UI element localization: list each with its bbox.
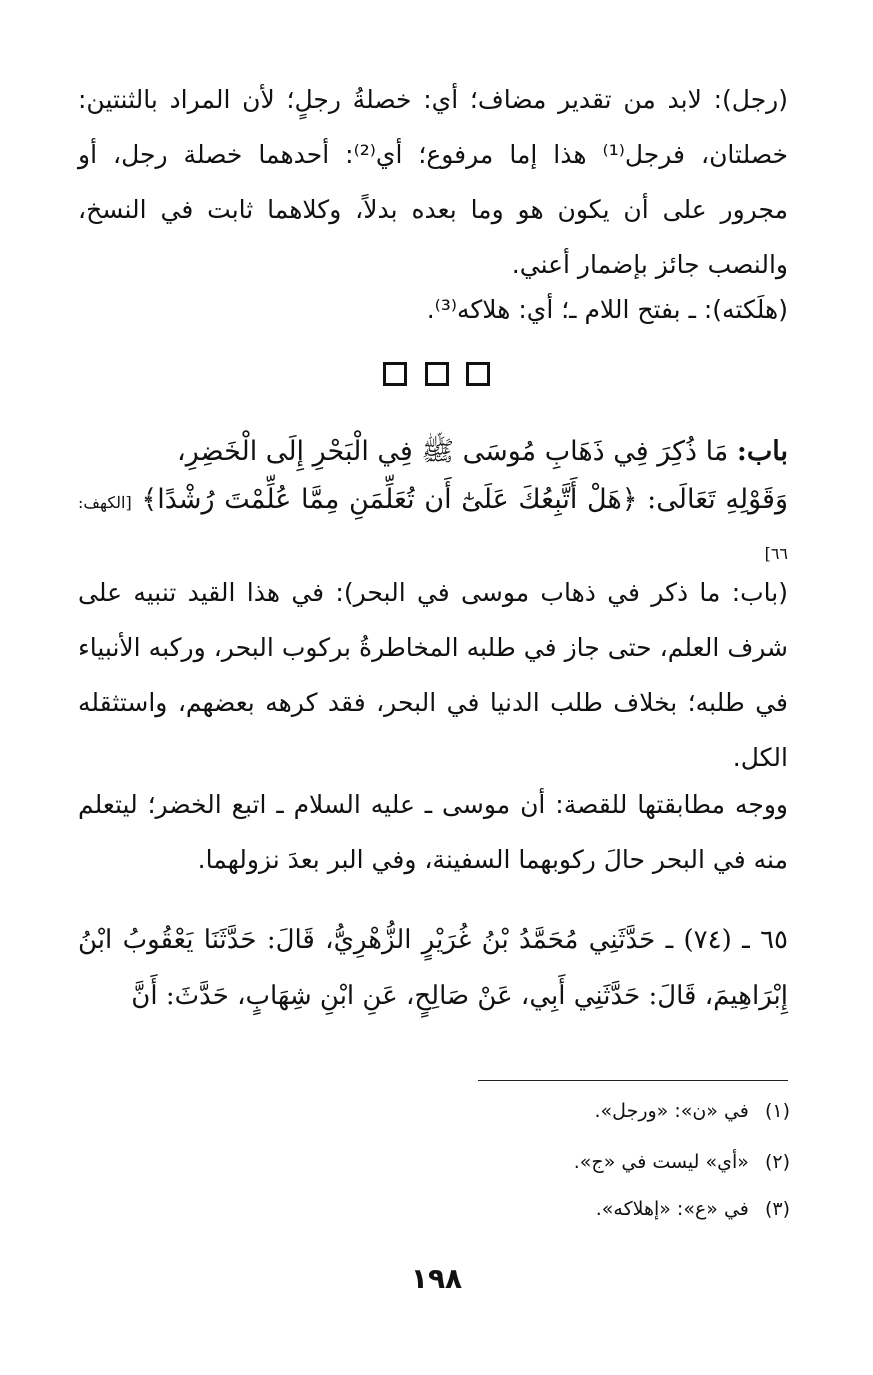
- footnote-number: (١): [764, 1100, 790, 1122]
- footnote-number: (٣): [764, 1198, 790, 1220]
- commentary-paragraph-4: ووجه مطابقتها للقصة: أن موسى ـ عليه السلام ـ اتبع الخضر؛ ليتعلم منه في البحر حالَ ركوبهما السفينة، وفي البر بعدَ نزولهما.: [78, 790, 788, 874]
- footnote-2: [300, 1151, 790, 1173]
- square-ornament-icon: [466, 362, 490, 386]
- footnote-number: (٢): [764, 1151, 790, 1173]
- section-divider-ornament: [0, 362, 873, 390]
- chapter-heading-line-1: [78, 428, 788, 476]
- chapter-heading-line-2: [78, 476, 788, 578]
- footnote-text: في «ن»: «ورجل».: [594, 1100, 749, 1122]
- footnote-separator: [478, 1080, 788, 1081]
- square-ornament-icon: [425, 362, 449, 386]
- chapter-title: مَا ذُكِرَ فِي ذَهَابِ مُوسَى ﷺ فِي الْبَحْرِ إِلَى الْخَضِرِ،: [177, 436, 729, 467]
- footnote-text: «أي» ليست في «ج».: [573, 1151, 749, 1173]
- footnote-1: [300, 1100, 790, 1122]
- footnote-3: [300, 1198, 790, 1220]
- chapter-label: باب:: [736, 436, 788, 467]
- hadith-chain-paragraph: ٦٥ ـ (٧٤) ـ حَدَّثَنِي مُحَمَّدُ بْنُ غُرَيْرٍ الزُّهْرِيُّ، قَالَ: حَدَّثَنَا يَعْقُوبُ ابْنُ إِبْرَاهِيمَ، قَالَ: حَدَّثَنِي أَبِي، عَنْ صَالِحٍ، عَنِ ابْنِ شِهَابٍ، حَدَّثَ: أَنَّ: [78, 925, 788, 1011]
- footnote-text: في «ع»: «إهلاكه».: [595, 1198, 749, 1220]
- commentary-paragraph-1: (رجل): لابد من تقدير مضاف؛ أي: خصلةُ رجلٍ؛ لأن المراد بالثنتين: خصلتان، فرجل⁽¹⁾ هذا إما مرفوع؛ أي⁽²⁾: أحدهما خصلة رجل، أو مجرور على أن يكون هو وما بعده بدلاً، وكلاهما ثابت في النسخ، والنصب جائز بإضمار أعني.: [78, 85, 788, 279]
- square-ornament-icon: [383, 362, 407, 386]
- commentary-paragraph-2: (هلَكته): ـ بفتح اللام ـ؛ أي: هلاكه⁽³⁾.: [426, 295, 788, 324]
- quran-verse: وَقَوْلِهِ تَعَالَى: ﴿هَلْ أَتَّبِعُكَ عَلَىٰٓ أَن تُعَلِّمَنِ مِمَّا عُلِّمْتَ رُشْدًا﴾: [141, 484, 788, 515]
- page-number: ١٩٨: [410, 1262, 463, 1295]
- commentary-paragraph-3: (باب: ما ذكر في ذهاب موسى في البحر): في هذا القيد تنبيه على شرف العلم، حتى جاز في طلبه المخاطرةُ بركوب البحر، وركبه الأنبياء في طلبه؛ بخلاف طلب الدنيا في البحر، فقد كرهه بعضهم، واستثقله الكل.: [78, 578, 788, 772]
- chapter-heading: [78, 428, 788, 578]
- verse-reference: [الكهف: ٦٦]: [78, 493, 788, 563]
